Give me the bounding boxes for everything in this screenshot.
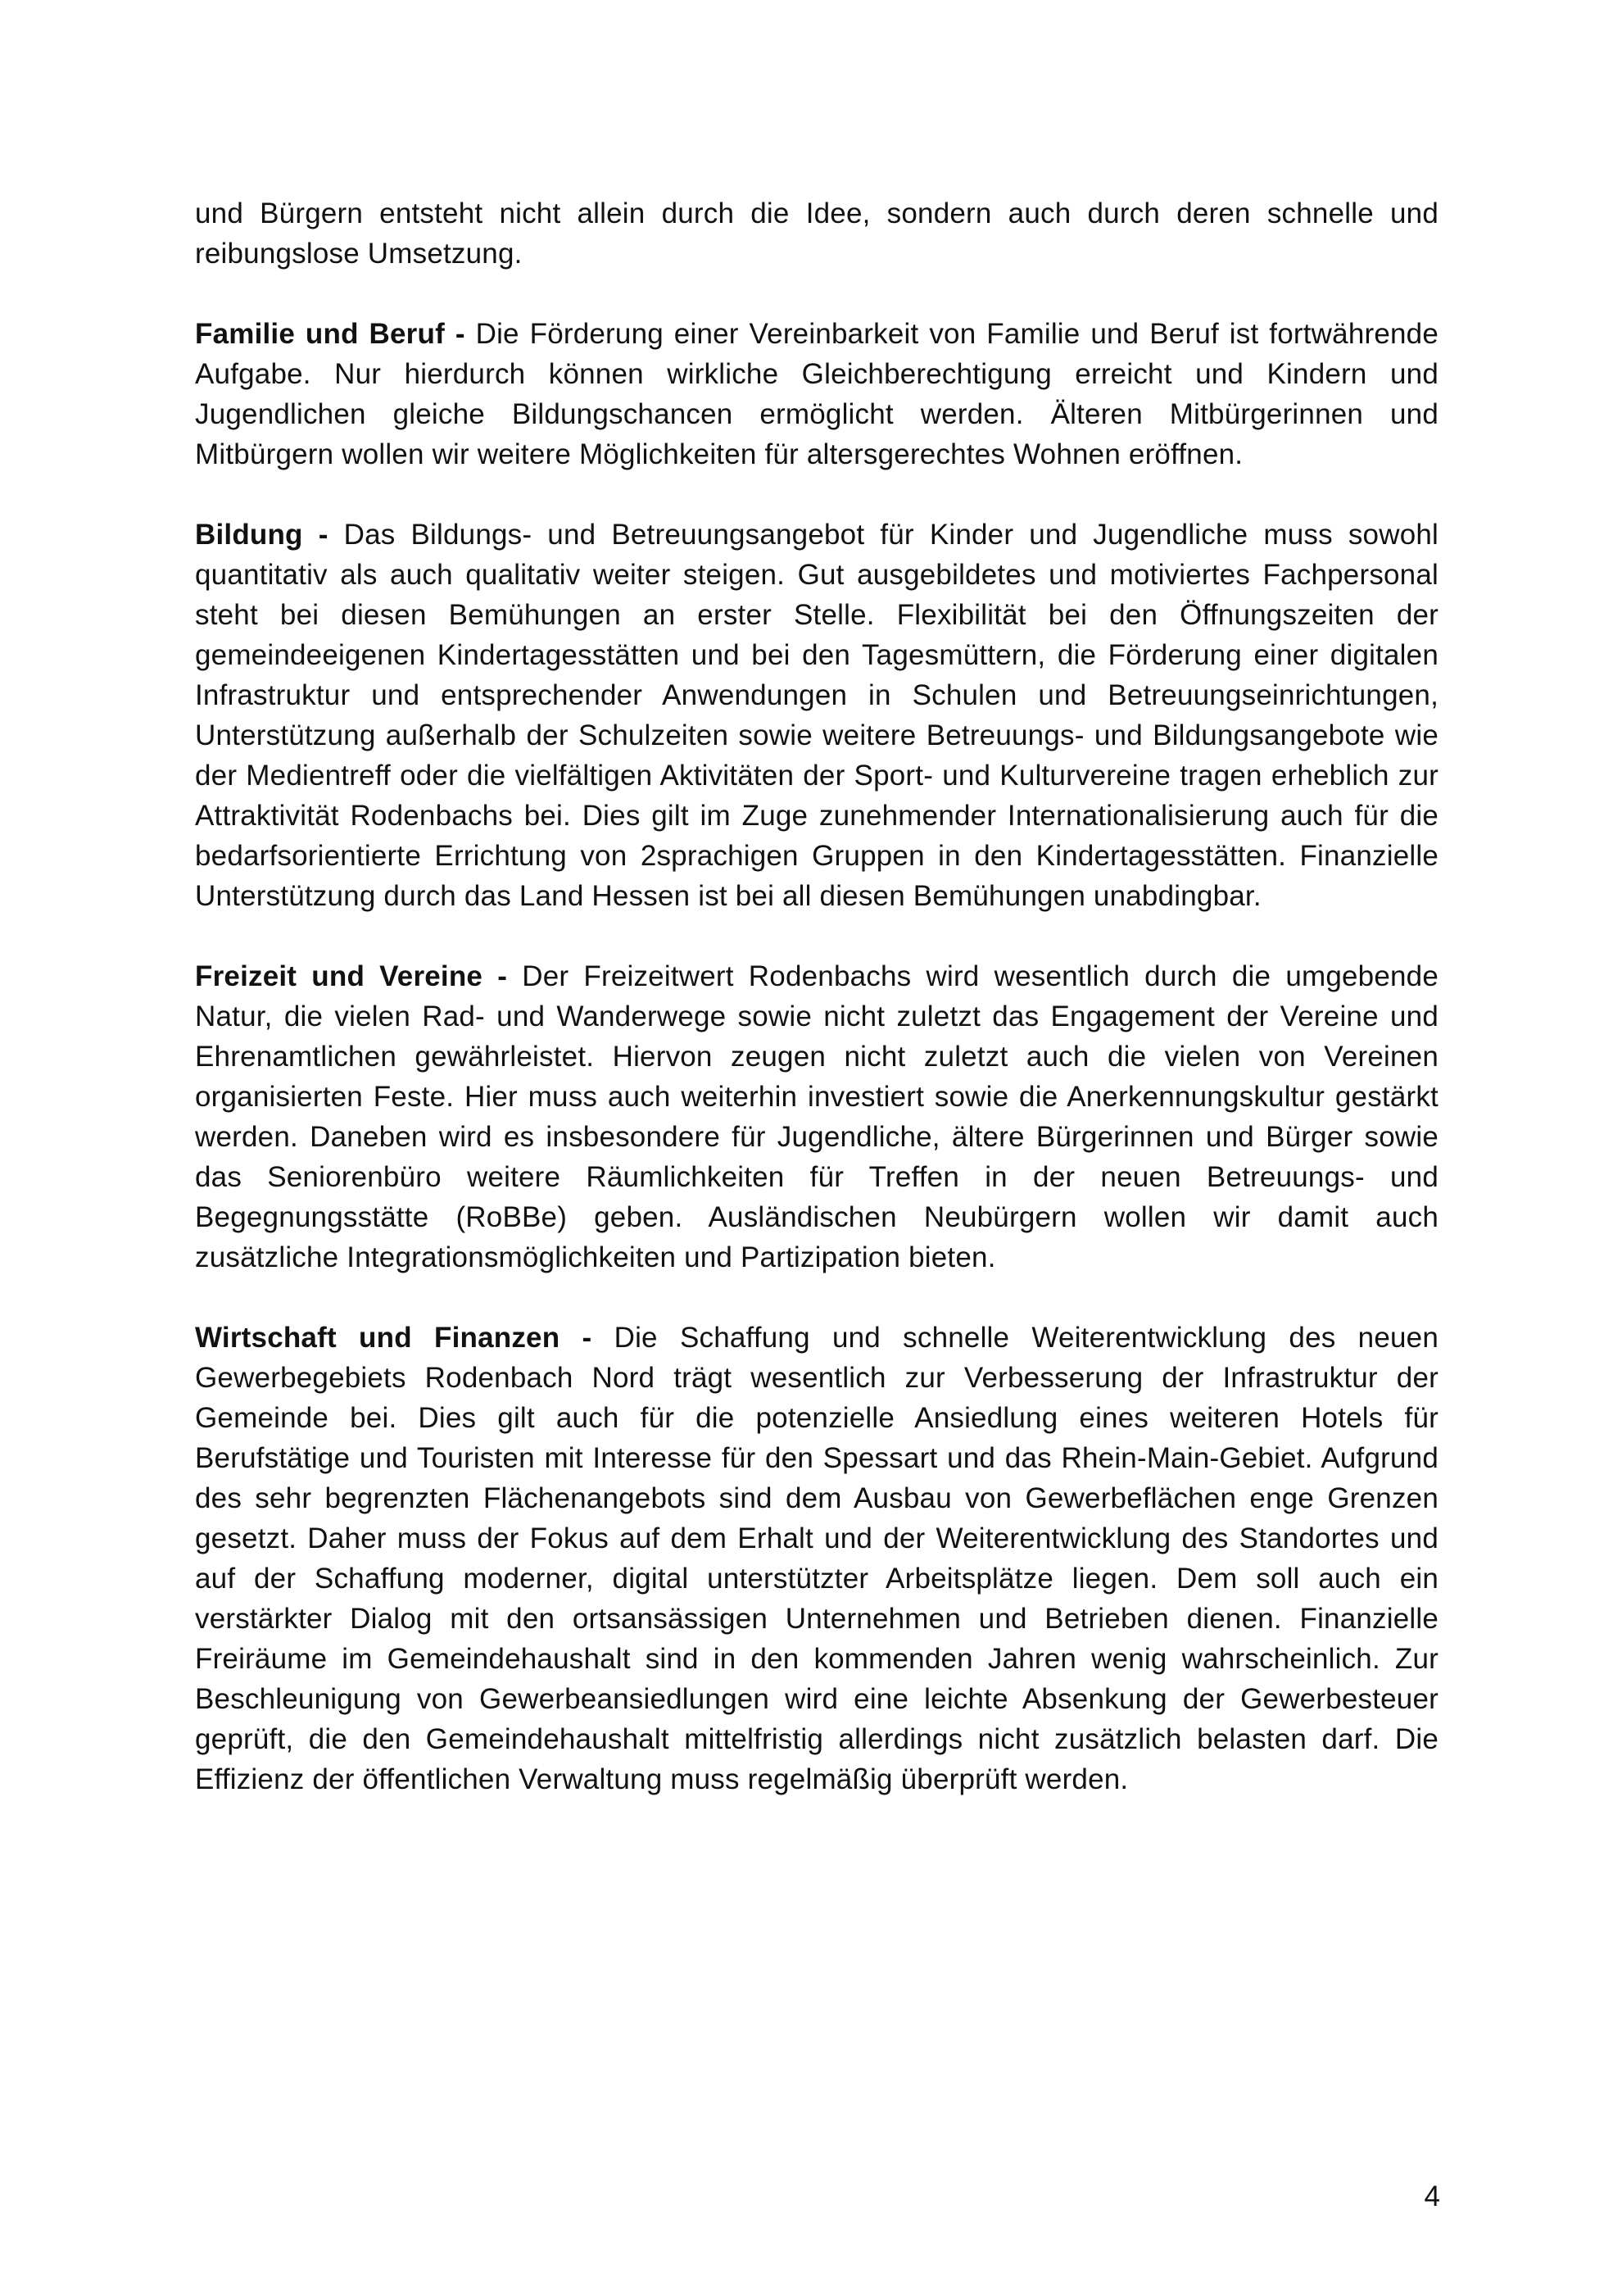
- paragraph-body: und Bürgern entsteht nicht allein durch die Idee, sondern auch durch deren schnelle und reibungslose Umsetzung.: [195, 197, 1439, 270]
- paragraph-body: Die Schaffung und schnelle Weiterentwicklung des neuen Gewerbegebiets Rodenbach Nord trägt wesentlich zur Verbesserung der Infrastruktur der Gemeinde bei. Dies gilt auch für die potenzielle Ansiedlung eines weiteren Hotels für Berufstätige und Touristen mit Interesse für den Spessart und das Rhein-Main-Gebiet. Aufgrund des sehr begrenzten Flächenangebots sind dem Ausbau von Gewerbeflächen enge Grenzen gesetzt. Daher muss der Fokus auf dem Erhalt und der Weiterentwicklung des Standortes und auf der Schaffung moderner, digital unterstützter Arbeitsplätze liegen. Dem soll auch ein verstärkter Dialog mit den ortsansässigen Unternehmen und Betrieben dienen. Finanzielle Freiräume im Gemeindehaushalt sind in den kommenden Jahren wenig wahrscheinlich. Zur Beschleunigung von Gewerbeansiedlungen wird eine leichte Absenkung der Gewerbesteuer geprüft, die den Gemeindehaushalt mittelfristig allerdings nicht zusätzlich belasten darf. Die Effizienz der öffentlichen Verwaltung muss regelmäßig überprüft werden.: [195, 1322, 1439, 1795]
- paragraph-intro-continuation: [195, 193, 1439, 274]
- paragraph-body: Der Freizeitwert Rodenbachs wird wesentlich durch die umgebende Natur, die vielen Rad- und Wanderwege sowie nicht zuletzt das Engagement der Vereine und Ehrenamtlichen gewährleistet. Hiervon zeugen nicht zuletzt auch die vielen von Vereinen organisierten Feste. Hier muss auch weiterhin investiert sowie die Anerkennungskultur gestärkt werden. Daneben wird es insbesondere für Jugendliche, ältere Bürgerinnen und Bürger sowie das Seniorenbüro weitere Räumlichkeiten für Treffen in der neuen Betreuungs- und Begegnungsstätte (RoBBe) geben. Ausländischen Neubürgern wollen wir damit auch zusätzliche Integrationsmöglichkeiten und Partizipation bieten.: [195, 960, 1439, 1273]
- page-content: [195, 193, 1439, 1799]
- paragraph-heading: Bildung -: [195, 519, 328, 551]
- paragraph-heading: Familie und Beruf -: [195, 318, 465, 350]
- paragraph-wirtschaft-und-finanzen: [195, 1318, 1439, 1799]
- paragraph-bildung: [195, 515, 1439, 916]
- paragraph-heading: Wirtschaft und Finanzen -: [195, 1322, 592, 1354]
- page-number: 4: [1424, 2180, 1440, 2212]
- paragraph-body: Die Förderung einer Vereinbarkeit von Familie und Beruf ist fortwährende Aufgabe. Nur hierdurch können wirkliche Gleichberechtigung erreicht und Kindern und Jugendlichen gleiche Bildungschancen ermöglicht werden. Älteren Mitbürgerinnen und Mitbürgern wollen wir weitere Möglichkeiten für altersgerechtes Wohnen eröffnen.: [195, 318, 1439, 470]
- paragraph-body: Das Bildungs- und Betreuungsangebot für Kinder und Jugendliche muss sowohl quantitativ als auch qualitativ weiter steigen. Gut ausgebildetes und motiviertes Fachpersonal steht bei diesen Bemühungen an erster Stelle. Flexibilität bei den Öffnungszeiten der gemeindeeigenen Kindertagesstätten und bei den Tagesmüttern, die Förderung einer digitalen Infrastruktur und entsprechender Anwendungen in Schulen und Betreuungseinrichtungen, Unterstützung außerhalb der Schulzeiten sowie weitere Betreuungs- und Bildungsangebote wie der Medientreff oder die vielfältigen Aktivitäten der Sport- und Kulturvereine tragen erheblich zur Attraktivität Rodenbachs bei. Dies gilt im Zuge zunehmender Internationalisierung auch für die bedarfsorientierte Errichtung von 2sprachigen Gruppen in den Kindertagesstätten. Finanzielle Unterstützung durch das Land Hessen ist bei all diesen Bemühungen unabdingbar.: [195, 519, 1439, 912]
- paragraph-familie-und-beruf: [195, 314, 1439, 474]
- paragraph-heading: Freizeit und Vereine -: [195, 960, 508, 992]
- paragraph-freizeit-und-vereine: [195, 956, 1439, 1277]
